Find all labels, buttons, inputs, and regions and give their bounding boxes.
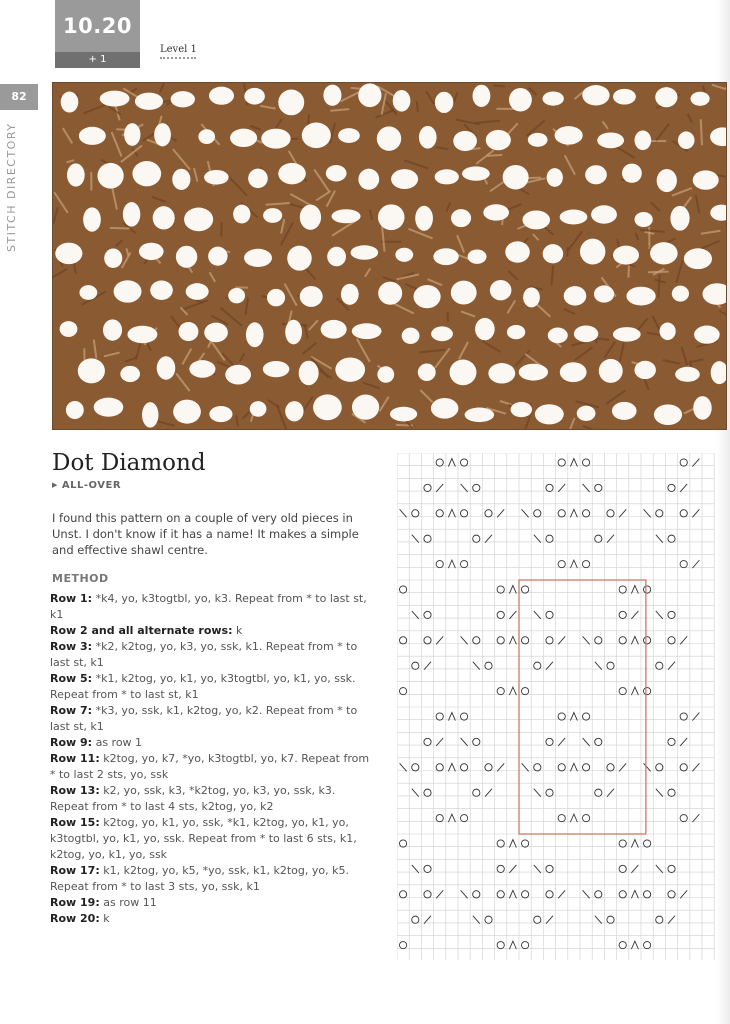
yo-symbol [607, 662, 614, 669]
method-row [50, 863, 375, 895]
yo-symbol [595, 637, 602, 644]
k3tog-symbol [509, 687, 516, 695]
k2tog-symbol [546, 662, 553, 670]
k2tog-symbol [546, 916, 553, 924]
method-row [50, 751, 375, 783]
yo-symbol [461, 459, 468, 466]
k3tog-symbol [448, 763, 455, 771]
ssk-symbol [583, 890, 590, 898]
yo-symbol [595, 789, 602, 796]
ssk-symbol [644, 509, 651, 517]
yo-symbol [412, 916, 419, 923]
yo-symbol [668, 535, 675, 542]
row-label: Row 17: [50, 864, 100, 877]
yo-symbol [473, 535, 480, 542]
yo-symbol [436, 459, 443, 466]
k2tog-symbol [558, 484, 565, 492]
yo-symbol [595, 891, 602, 898]
yo-symbol [473, 789, 480, 796]
row-label: Row 1: [50, 592, 93, 605]
k2tog-symbol [424, 662, 431, 670]
yo-symbol [558, 764, 565, 771]
yo-symbol [485, 662, 492, 669]
ssk-symbol [534, 789, 541, 797]
yo-symbol [534, 764, 541, 771]
pattern-intro: I found this pattern on a couple of very old pieces in Unst. I don't know if it has a name! It makes a simple and effective shawl centre. [52, 511, 359, 557]
yo-symbol [644, 942, 651, 949]
k2tog-symbol [680, 636, 687, 644]
yo-symbol [656, 916, 663, 923]
yo-symbol [656, 510, 663, 517]
yo-symbol [619, 637, 626, 644]
yo-symbol [436, 764, 443, 771]
ssk-symbol [461, 890, 468, 898]
yo-symbol [668, 611, 675, 618]
yo-symbol [607, 510, 614, 517]
method-row [50, 895, 375, 911]
yo-symbol [497, 611, 504, 618]
yo-symbol [619, 942, 626, 949]
yo-symbol [619, 586, 626, 593]
yo-symbol [680, 561, 687, 568]
yo-symbol [424, 535, 431, 542]
yo-symbol [668, 891, 675, 898]
yo-symbol [485, 764, 492, 771]
yo-symbol [473, 891, 480, 898]
yo-symbol [607, 916, 614, 923]
yo-symbol [485, 510, 492, 517]
method-row [50, 639, 375, 671]
yo-symbol [461, 815, 468, 822]
stitch-multiple: + 1 [55, 52, 140, 68]
yo-symbol [424, 891, 431, 898]
k2tog-symbol [436, 890, 443, 898]
yo-symbol [644, 637, 651, 644]
yo-symbol [424, 789, 431, 796]
k2tog-symbol [497, 763, 504, 771]
yo-symbol [497, 688, 504, 695]
ssk-symbol [473, 662, 480, 670]
ssk-symbol [595, 916, 602, 924]
yo-symbol [534, 916, 541, 923]
k2tog-symbol [680, 738, 687, 746]
row-label: Row 15: [50, 816, 100, 829]
yo-symbol [485, 916, 492, 923]
row-text: *k2, k2tog, yo, k3, yo, ssk, k1. Repeat from * to last st, k1 [50, 640, 358, 669]
k2tog-symbol [668, 662, 675, 670]
k2tog-symbol [619, 763, 626, 771]
k3tog-symbol [570, 459, 577, 467]
k3tog-symbol [631, 941, 638, 949]
yo-symbol [583, 510, 590, 517]
yo-symbol [656, 764, 663, 771]
k3tog-symbol [448, 509, 455, 517]
method-row [50, 703, 375, 735]
ssk-symbol [412, 789, 419, 797]
yo-symbol [619, 688, 626, 695]
yo-symbol [546, 891, 553, 898]
k2tog-symbol [558, 890, 565, 898]
method-row [50, 815, 375, 863]
yo-symbol [497, 637, 504, 644]
yo-symbol [680, 815, 687, 822]
row-text: *k3, yo, ssk, k1, k2tog, yo, k2. Repeat from * to last st, k1 [50, 704, 358, 733]
row-text: *k1, k2tog, yo, k1, yo, k3togtbl, yo, k1, yo, ssk. Repeat from * to last st, k1 [50, 672, 356, 701]
row-text: as row 11 [99, 896, 157, 909]
yo-symbol [668, 865, 675, 872]
row-text: k2, yo, ssk, k3, *k2tog, yo, k3, yo, ssk, k3. Repeat from * to last 4 sts, k2tog, yo, k2 [50, 784, 336, 813]
k2tog-symbol [509, 865, 516, 873]
row-label: Row 7: [50, 704, 93, 717]
yo-symbol [668, 789, 675, 796]
yo-symbol [558, 713, 565, 720]
k2tog-symbol [424, 916, 431, 924]
page-number: 82 [0, 84, 38, 110]
yo-symbol [583, 764, 590, 771]
yo-symbol [436, 713, 443, 720]
yo-symbol [400, 586, 407, 593]
yo-symbol [400, 942, 407, 949]
k3tog-symbol [570, 509, 577, 517]
k3tog-symbol [570, 713, 577, 721]
row-label: Row 9: [50, 736, 93, 749]
yo-symbol [583, 561, 590, 568]
yo-symbol [680, 713, 687, 720]
yo-symbol [522, 891, 529, 898]
yo-symbol [497, 840, 504, 847]
ssk-symbol [473, 916, 480, 924]
yo-symbol [656, 662, 663, 669]
k2tog-symbol [692, 814, 699, 822]
yo-symbol [558, 815, 565, 822]
difficulty-level: Level 1 [160, 44, 197, 55]
k2tog-symbol [558, 738, 565, 746]
ssk-symbol [412, 865, 419, 873]
row-text: k2tog, yo, k7, *yo, k3togtbl, yo, k7. Repeat from * to last 2 sts, yo, ssk [50, 752, 370, 781]
section-label: STITCH DIRECTORY [5, 122, 18, 252]
yo-symbol [424, 637, 431, 644]
k3tog-symbol [570, 814, 577, 822]
yo-symbol [668, 637, 675, 644]
method-rows [50, 591, 375, 927]
yo-symbol [546, 611, 553, 618]
yo-symbol [619, 865, 626, 872]
k2tog-symbol [631, 611, 638, 619]
yo-symbol [497, 942, 504, 949]
yo-symbol [534, 510, 541, 517]
yo-symbol [473, 637, 480, 644]
k2tog-symbol [680, 484, 687, 492]
row-text: k [99, 912, 110, 925]
knitting-chart [397, 453, 715, 960]
yo-symbol [436, 815, 443, 822]
ssk-symbol [583, 636, 590, 644]
yo-symbol [522, 840, 529, 847]
ssk-symbol [400, 509, 407, 517]
yo-symbol [680, 510, 687, 517]
yo-symbol [619, 891, 626, 898]
row-label: Row 2 and all alternate rows: [50, 624, 233, 637]
k2tog-symbol [692, 763, 699, 771]
k2tog-symbol [607, 789, 614, 797]
method-row [50, 591, 375, 623]
row-label: Row 13: [50, 784, 100, 797]
row-label: Row 11: [50, 752, 100, 765]
ssk-symbol [595, 662, 602, 670]
yo-symbol [668, 738, 675, 745]
k3tog-symbol [448, 459, 455, 467]
method-heading: METHOD [52, 572, 109, 585]
k3tog-symbol [631, 890, 638, 898]
k3tog-symbol [509, 890, 516, 898]
row-label: Row 20: [50, 912, 100, 925]
ssk-symbol [412, 611, 419, 619]
k2tog-symbol [668, 916, 675, 924]
ssk-symbol [522, 763, 529, 771]
method-row [50, 911, 375, 927]
k2tog-symbol [485, 535, 492, 543]
k2tog-symbol [607, 535, 614, 543]
yo-symbol [412, 510, 419, 517]
yo-symbol [461, 510, 468, 517]
yo-symbol [668, 484, 675, 491]
row-label: Row 3: [50, 640, 93, 653]
k2tog-symbol [558, 636, 565, 644]
k3tog-symbol [448, 814, 455, 822]
yo-symbol [583, 815, 590, 822]
method-row [50, 735, 375, 751]
ssk-symbol [534, 865, 541, 873]
yo-symbol [595, 738, 602, 745]
k3tog-symbol [631, 586, 638, 594]
stitch-number-badge [55, 0, 140, 68]
lace-swatch-photo [52, 82, 727, 430]
yo-symbol [583, 459, 590, 466]
ssk-symbol [522, 509, 529, 517]
row-label: Row 5: [50, 672, 93, 685]
k2tog-symbol [485, 789, 492, 797]
row-text: k1, k2tog, yo, k5, *yo, ssk, k1, k2tog, yo, k5. Repeat from * to last 3 sts, yo, ssk, k1 [50, 864, 349, 893]
row-text: k [232, 624, 243, 637]
yo-symbol [424, 484, 431, 491]
k3tog-symbol [570, 560, 577, 568]
yo-symbol [473, 484, 480, 491]
yo-symbol [546, 535, 553, 542]
k2tog-symbol [692, 459, 699, 467]
yo-symbol [595, 484, 602, 491]
yo-symbol [412, 764, 419, 771]
yo-symbol [497, 586, 504, 593]
k2tog-symbol [631, 865, 638, 873]
ssk-symbol [583, 484, 590, 492]
yo-symbol [522, 637, 529, 644]
yo-symbol [424, 611, 431, 618]
yo-symbol [424, 738, 431, 745]
yo-symbol [497, 891, 504, 898]
yo-symbol [644, 891, 651, 898]
yo-symbol [583, 713, 590, 720]
yo-symbol [534, 662, 541, 669]
row-text: as row 1 [92, 736, 143, 749]
k3tog-symbol [570, 763, 577, 771]
row-text: k2tog, yo, k1, yo, ssk, *k1, k2tog, yo, k1, yo, k3togtbl, yo, k1, yo, ssk. Repeat from * to last 6 sts, k1, k2tog, yo, k1, yo, ssk [50, 816, 357, 861]
k2tog-symbol [436, 484, 443, 492]
ssk-symbol [644, 763, 651, 771]
stitch-number: 10.20 [63, 14, 132, 38]
yo-symbol [619, 840, 626, 847]
method-row [50, 783, 375, 815]
yo-symbol [400, 891, 407, 898]
yo-symbol [461, 764, 468, 771]
ssk-symbol [656, 789, 663, 797]
ssk-symbol [534, 611, 541, 619]
ssk-symbol [656, 611, 663, 619]
ssk-symbol [656, 865, 663, 873]
k2tog-symbol [692, 560, 699, 568]
yo-symbol [436, 510, 443, 517]
yo-symbol [546, 789, 553, 796]
ssk-symbol [412, 535, 419, 543]
k2tog-symbol [497, 509, 504, 517]
yo-symbol [546, 865, 553, 872]
yo-symbol [461, 561, 468, 568]
yo-symbol [522, 942, 529, 949]
level-dots [160, 57, 196, 59]
yo-symbol [546, 484, 553, 491]
k3tog-symbol [509, 840, 516, 848]
yo-symbol [619, 611, 626, 618]
k2tog-symbol [619, 509, 626, 517]
k3tog-symbol [631, 687, 638, 695]
yo-symbol [522, 688, 529, 695]
yo-symbol [497, 865, 504, 872]
yo-symbol [680, 764, 687, 771]
yo-symbol [400, 840, 407, 847]
ssk-symbol [583, 738, 590, 746]
ssk-symbol [461, 484, 468, 492]
k3tog-symbol [631, 636, 638, 644]
yo-symbol [644, 840, 651, 847]
ssk-symbol [461, 738, 468, 746]
yo-symbol [400, 688, 407, 695]
ssk-symbol [656, 535, 663, 543]
method-row [50, 623, 375, 639]
k2tog-symbol [436, 636, 443, 644]
yo-symbol [546, 738, 553, 745]
yo-symbol [522, 586, 529, 593]
k2tog-symbol [509, 611, 516, 619]
yo-symbol [558, 561, 565, 568]
row-label: Row 19: [50, 896, 100, 909]
ssk-symbol [461, 636, 468, 644]
ssk-symbol [534, 535, 541, 543]
k2tog-symbol [692, 509, 699, 517]
k3tog-symbol [509, 636, 516, 644]
k2tog-symbol [436, 738, 443, 746]
yo-symbol [644, 586, 651, 593]
yo-symbol [461, 713, 468, 720]
k3tog-symbol [631, 840, 638, 848]
yo-symbol [644, 688, 651, 695]
yo-symbol [595, 535, 602, 542]
yo-symbol [558, 459, 565, 466]
k2tog-symbol [680, 890, 687, 898]
row-text: *k4, yo, k3togtbl, yo, k3. Repeat from * to last st, k1 [50, 592, 367, 621]
pattern-title: Dot Diamond [52, 450, 206, 476]
yo-symbol [473, 738, 480, 745]
k3tog-symbol [448, 560, 455, 568]
yo-symbol [558, 510, 565, 517]
k3tog-symbol [509, 586, 516, 594]
k3tog-symbol [509, 941, 516, 949]
ssk-symbol [400, 763, 407, 771]
method-row [50, 671, 375, 703]
pattern-category: ▶ ALL-OVER [52, 480, 121, 491]
yo-symbol [680, 459, 687, 466]
yo-symbol [607, 764, 614, 771]
k2tog-symbol [692, 713, 699, 721]
k3tog-symbol [448, 713, 455, 721]
yo-symbol [546, 637, 553, 644]
yo-symbol [424, 865, 431, 872]
yo-symbol [436, 561, 443, 568]
yo-symbol [400, 637, 407, 644]
yo-symbol [412, 662, 419, 669]
